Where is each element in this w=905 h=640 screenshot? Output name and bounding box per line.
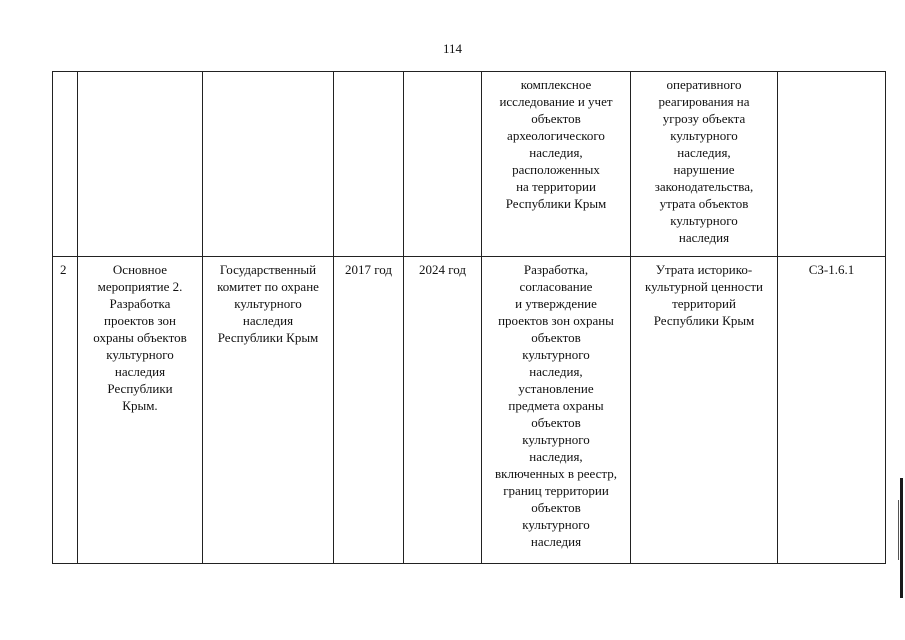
cell-start-year: 2017 год bbox=[334, 257, 404, 564]
cell-end-year bbox=[404, 72, 482, 257]
cell-number: 2 bbox=[53, 257, 78, 564]
cell-measure-name bbox=[78, 72, 203, 257]
cell-end-year: 2024 год bbox=[404, 257, 482, 564]
cell-expected-result: Разработка, согласование и утверждение проектов зон охраны объектов культурного наследия, установление предмета охраны объектов культурного наследия, включенных в реестр, границ территории объектов культурного наследия bbox=[482, 257, 631, 564]
cell-measure-name: Основное мероприятие 2. Разработка проектов зон охраны объектов культурного наследия Республики Крым. bbox=[78, 257, 203, 564]
cell-expected-result: комплексное исследование и учет объектов археологического наследия, расположенных на территории Республики Крым bbox=[482, 72, 631, 257]
measures-table bbox=[52, 71, 886, 564]
table-row-continuation bbox=[53, 72, 886, 257]
cell-start-year bbox=[334, 72, 404, 257]
page-number: 114 bbox=[442, 41, 463, 56]
cell-consequences: оперативного реагирования на угрозу объекта культурного наследия, нарушение законодательства, утрата объектов культурного наследия bbox=[631, 72, 778, 257]
scan-edge-mark bbox=[900, 478, 903, 598]
cell-indicator: СЗ-1.6.1 bbox=[778, 257, 886, 564]
cell-executor: Государственный комитет по охране культурного наследия Республики Крым bbox=[203, 257, 334, 564]
cell-consequences: Утрата историко- культурной ценности территорий Республики Крым bbox=[631, 257, 778, 564]
cell-indicator bbox=[778, 72, 886, 257]
cell-number bbox=[53, 72, 78, 257]
table-row-2 bbox=[53, 257, 886, 564]
cell-executor bbox=[203, 72, 334, 257]
scan-edge-mark-secondary bbox=[898, 500, 899, 560]
